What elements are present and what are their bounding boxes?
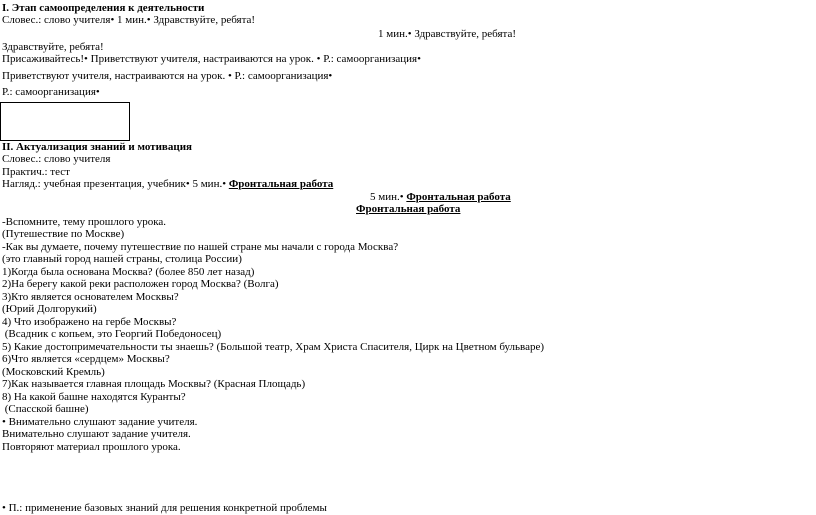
closing-line3: Повторяют материал прошлого урока.: [2, 441, 181, 453]
section1-line2: 1 мин.• Здравствуйте, ребята!: [378, 28, 517, 40]
qa-line: (Всадник с копьем, это Георгий Победоносец): [2, 328, 222, 340]
qa-line: (Спасской башне): [2, 403, 89, 415]
section2-line4-text: 5 мин.•: [370, 191, 407, 203]
qa-line: (это главный город нашей страны, столица России): [2, 253, 242, 265]
section1-line6: Р.: самоорганизация•: [2, 86, 100, 98]
section1-line3: Здравствуйте, ребята!: [2, 41, 104, 53]
section2-line2: Практич.: тест: [2, 166, 70, 178]
section1-line4: Присаживайтесь!• Приветствуют учителя, настраиваются на урок. • Р.: самоорганизация•: [2, 53, 421, 65]
qa-line: 1)Когда была основана Москва? (более 850 лет назад): [2, 266, 255, 278]
qa-line: -Вспомните, тему прошлого урока.: [2, 216, 167, 228]
closing-line2: Внимательно слушают задание учителя.: [2, 428, 191, 440]
qa-line: 2)На берегу какой реки расположен город Москва? (Волга): [2, 278, 279, 290]
qa-line: (Юрий Долгорукий): [2, 303, 97, 315]
qa-line: (Московский Кремль): [2, 366, 105, 378]
section1-line1: Словес.: слово учителя• 1 мин.• Здравствуйте, ребята!: [2, 14, 256, 26]
section2-line3: [2, 178, 333, 191]
frontal-work-link-2: Фронтальная работа: [406, 191, 511, 203]
qa-line: 6)Что является «сердцем» Москвы?: [2, 353, 170, 365]
frontal-work-link-1: Фронтальная работа: [228, 178, 334, 190]
section2-line3-text: Нагляд.: учебная презентация, учебник• 5 мин.•: [2, 178, 229, 190]
section2-line1: Словес.: слово учителя: [2, 153, 111, 165]
section2-heading: II. Актуализация знаний и мотивация: [2, 141, 192, 153]
qa-line: 8) На какой башне находятся Куранты?: [2, 391, 186, 403]
qa-line: -Как вы думаете, почему путешествие по нашей стране мы начали с города Москва?: [2, 241, 399, 253]
empty-box: [0, 102, 130, 141]
footer-line: • П.: применение базовых знаний для решения конкретной проблемы: [2, 502, 327, 514]
qa-line: 4) Что изображено на гербе Москвы?: [2, 316, 177, 328]
qa-line: 3)Кто является основателем Москвы?: [2, 291, 179, 303]
frontal-work-link-3: Фронтальная работа: [356, 203, 461, 215]
qa-line: 7)Как называется главная площадь Москвы? (Красная Площадь): [2, 378, 306, 390]
qa-line: (Путешествие по Москве): [2, 228, 125, 240]
section1-heading: I. Этап самоопределения к деятельности: [2, 2, 205, 14]
qa-line: 5) Какие достопримечательности ты знаешь? (Большой театр, Храм Христа Спасителя, Цирк на Цветном бульваре): [2, 341, 545, 353]
closing-line1: • Внимательно слушают задание учителя.: [2, 416, 198, 428]
section1-line5: Приветствуют учителя, настраиваются на урок. • Р.: самоорганизация•: [2, 70, 333, 82]
